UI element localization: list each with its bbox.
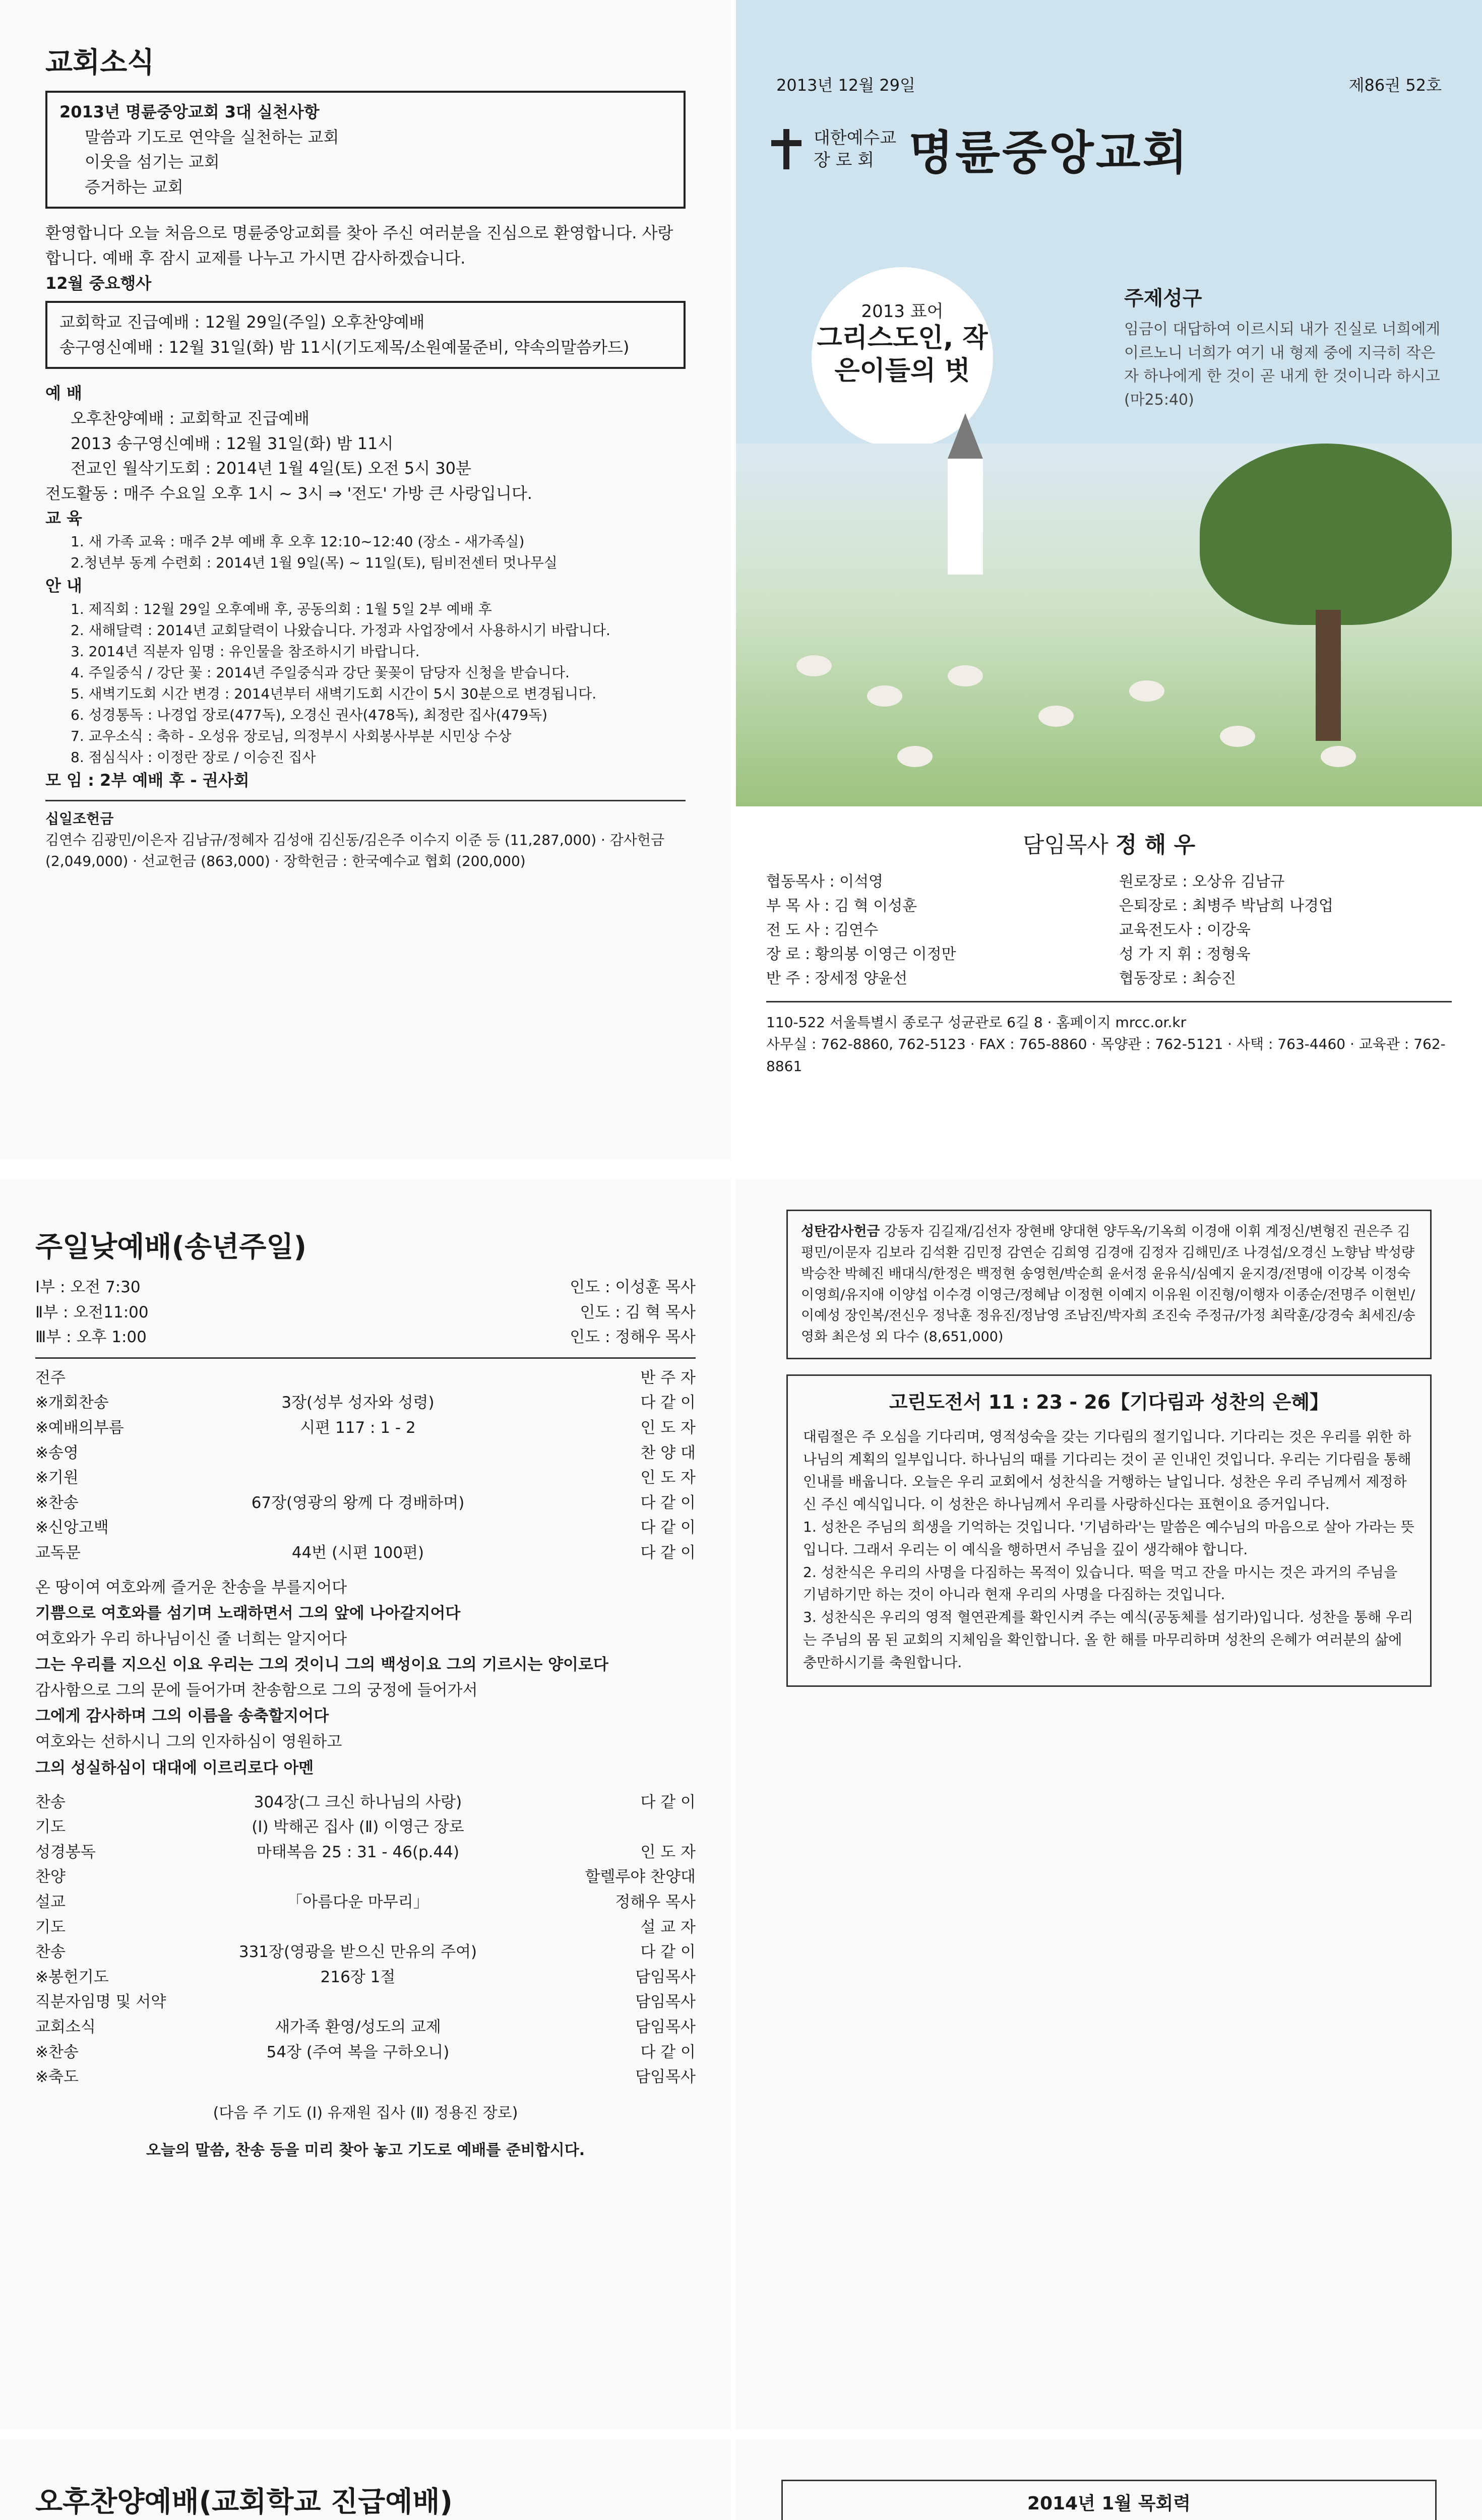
order-row [35,1990,696,2015]
theme-text: 임금이 대답하여 이르시되 내가 진실로 너희에게 이르노니 너희가 여기 내 형제 중에 지극히 작은 자 하나에게 한 것이 곧 내게 한 것이니라 하시고 (마25:40) [1124,321,1441,409]
order-leader: 설 교 자 [640,1918,696,1936]
phone-line: 사무실 : 762-8860, 762-5123 · FAX : 765-8860 · 목양관 : 762-5121 · 사택 : 763-4460 · 교육관 : 762-8861 [766,1036,1446,1075]
notice-item: 8. 점심식사 : 이정란 장로 / 이승진 집사 [71,748,316,766]
order-detail: 44번 (시편 100편) [291,1543,424,1562]
order-leader: 정해우 목사 [615,1893,696,1912]
order-row [35,1491,696,1516]
reading-line: 그의 성실하심이 대대에 이르리로다 아멘 [35,1758,314,1777]
theme-head: 주제성구 [1124,287,1202,310]
cover-panel [736,0,1482,1159]
staff-item: 교육전도사 : 이강욱 [1119,921,1251,939]
order-row [35,1865,696,1890]
order-row [35,1840,696,1865]
closing-note: 오늘의 말씀, 찬송 등을 미리 찾아 놓고 기도로 예배를 준비합시다. [146,2141,585,2159]
fellowship-text: 모 임 : 2부 예배 후 - 권사회 [45,770,250,790]
reading-line: 감사함으로 그의 문에 들어가며 찬송함으로 그의 궁정에 들어가서 [35,1681,478,1700]
goal-item: 이웃을 섬기는 교회 [85,152,220,172]
notice-item: 6. 성경통독 : 나경업 장로(477독), 오경신 권사(478독), 최정란 집사(479독) [71,706,548,723]
sermon-title: 고린도전서 11 : 23 - 26【기다림과 성찬의 은혜】 [889,1391,1329,1414]
order-detail: (Ⅰ) 박해곤 집사 (Ⅱ) 이영근 장로 [252,1818,464,1837]
order-detail: 「아름다운 마무리」 [287,1893,429,1912]
order-row [35,1441,696,1466]
gifts-text: 김연수 김광민/이은자 김남규/정혜자 김성애 김신동/김은주 이수지 이준 등 (11,287,000) · 감사헌금 (2,049,000) · 선교헌금 (863,000) · 장학헌금 : 한국예수교 협회 (200,000) [45,832,665,870]
staff-item: 은퇴장로 : 최병주 박남희 나경업 [1119,897,1333,915]
order-of-worship-continued [35,1790,696,2090]
order-row [35,1915,696,1940]
order-item: ※기원 [35,1469,79,1487]
tree-illustration [1200,444,1452,625]
order-detail [176,1366,539,1391]
order-row [35,1940,696,1965]
order-row [35,1391,696,1416]
staff-item: 협동장로 : 최승진 [1119,970,1237,987]
order-detail [176,1516,539,1541]
worship-item: 오후찬양예배 : 교회학교 진급예배 [71,408,310,428]
edu-head: 교 육 [45,509,82,528]
senior-pastor [766,827,1452,859]
divider [35,1357,696,1359]
service-time: Ⅰ부 : 오전 7:30 [35,1278,141,1296]
order-item: ※송영 [35,1443,79,1462]
issue-number: 제86권 52호 [1348,76,1442,95]
order-row [35,1790,696,1815]
order-leader: 다 같 이 [640,1543,696,1562]
service-time: Ⅱ부 : 오전11:00 [35,1303,149,1321]
denom-line: 대한예수교 [814,128,897,148]
order-detail: 216장 1절 [320,1968,396,1986]
motto-year: 2013 표어 [861,301,944,322]
order-item: ※신앙고백 [35,1519,109,1537]
afternoon-title: 오후찬양예배(교회학교 진급예배) [35,2486,453,2518]
sheep-illustration [1038,706,1074,727]
dec-events-box [45,301,686,369]
offering-text: 강동자 김길재/김선자 장현배 양대현 양두옥/기옥희 이경애 이휘 계정신/변형진 권은주 김평민/이문자 김보라 김석환 김민정 감연순 김희영 김경애 김정자 김해민/조 나경섭/오경신 노향남 박성량 박승찬 박혜진 배대식/한정은 백정현 송영현/박순희 윤서정 윤유식/심예지 윤지경/전명애 이강복 이정숙 이영희/유지애 이양섭 이수경 이영근/정혜남 이정현 이예지 이유원 이진형/이행자 이종순/전명주 이현빈/이예성 장인복/전신우 정낙훈 정유진/정남영 조남진/박자희 조진숙 주정규/가정 최락훈/강경숙 최세진/송영화 최은성 외 다수 (8,651,000) [801,1224,1415,1345]
sheep-illustration [897,746,933,767]
order-row [35,1516,696,1541]
denomination [814,127,896,171]
order-item: 성경봉독 [35,1843,96,1861]
next-prayer: (다음 주 기도 (Ⅰ) 유재원 집사 (Ⅱ) 정용진 장로) [213,2104,518,2122]
order-detail [176,1466,539,1491]
worship-item: 2013 송구영신예배 : 12월 31일(화) 밤 11시 [71,433,394,453]
order-leader: 찬 양 대 [640,1443,696,1462]
reading-line: 온 땅이여 여호와께 즐거운 찬송을 부를지어다 [35,1578,347,1597]
evangelism-text: 전도활동 : 매주 수요일 오후 1시 ~ 3시 ⇒ '전도' 가방 큰 사랑입니다. [45,483,532,503]
offering-sermon-panel [736,1179,1482,2429]
order-row [35,1416,696,1441]
bulletin-date: 2013년 12월 29일 [776,76,915,95]
order-leader: 다 같 이 [640,2043,696,2061]
sunday-worship-panel [0,1179,731,2429]
notice-item: 2. 새해달력 : 2014년 교회달력이 나왔습니다. 가정과 사업장에서 사용하시기 바랍니다. [71,621,610,639]
month-calendar-box [781,2480,1437,2520]
month-title: 2014년 1월 목회력 [1027,2493,1191,2514]
order-leader: 담임목사 [635,2068,696,2087]
order-item: 기도 [35,1818,66,1837]
address-line: 110-522 서울특별시 종로구 성균관로 6길 8 · 홈페이지 mrcc.or.kr [766,1014,1187,1031]
order-leader: 다 같 이 [640,1943,696,1962]
order-row [35,1890,696,1915]
staff-item: 원로장로 : 오상유 김남규 [1119,873,1285,891]
order-detail [176,1915,539,1940]
staff-item: 부 목 사 : 김 혁 이성훈 [766,897,917,915]
order-item: 교독문 [35,1543,81,1562]
cover-header [736,0,1482,106]
service-leader: 인도 : 이성훈 목사 [570,1278,696,1296]
schedule-panel [736,2439,1482,2520]
reading-line: 여호와가 우리 하나님이신 줄 너희는 알지어다 [35,1629,347,1648]
goals-title: 2013년 명륜중앙교회 3대 실천사항 [59,102,320,121]
service-leader: 인도 : 정해우 목사 [570,1328,696,1347]
order-leader: 할렐루야 찬양대 [585,1868,696,1886]
dec-events-title: 12월 중요행사 [45,273,152,293]
dec-event-item: 송구영신예배 : 12월 31일(화) 밤 11시(기도제목/소원예물준비, 약속의말씀카드) [59,337,630,357]
welcome-text: 환영합니다 오늘 처음으로 명륜중앙교회를 찾아 주신 여러분을 진심으로 환영합니다. 사랑합니다. 예배 후 잠시 교제를 나누고 가시면 감사하겠습니다. [45,223,673,268]
order-row [35,1366,696,1391]
service-leader: 인도 : 김 혁 목사 [580,1303,696,1321]
staff-item: 전 도 사 : 김연수 [766,921,879,939]
worship-item: 전교인 월삭기도회 : 2014년 1월 4일(토) 오전 5시 30분 [71,459,471,478]
goals-box [45,91,686,209]
weekday-panel [0,2439,731,2520]
order-detail [176,1441,539,1466]
sunday-title: 주일낮예배(송년주일) [35,1231,307,1264]
cross-icon [771,129,801,169]
order-detail [176,1865,539,1890]
order-leader: 다 같 이 [640,1493,696,1512]
reading-line: 여호와는 선하시니 그의 인자하심이 영원하고 [35,1733,342,1751]
order-leader: 담임목사 [635,1993,696,2011]
motto-text: 그리스도인, 작은이들의 벗 [817,323,988,386]
order-item: ※찬송 [35,2043,79,2061]
order-leader: 담임목사 [635,2018,696,2036]
gifts-head: 십일조헌금 [45,810,114,828]
order-row [35,1541,696,1566]
church-name: 명륜중앙교회 [908,126,1190,180]
order-item: ※예배의부름 [35,1418,124,1437]
order-item: 전주 [35,1368,66,1387]
staff-section [736,806,1482,1159]
order-item: 직분자임명 및 서약 [35,1993,166,2011]
order-detail [176,2065,539,2090]
church-news-panel [0,0,731,1159]
order-item: ※축도 [35,2068,79,2087]
notice-item: 5. 새벽기도회 시간 변경 : 2014년부터 새벽기도회 시간이 5시 30분으로 변경됩니다. [71,685,597,702]
order-row [35,2015,696,2040]
order-leader: 인 도 자 [640,1469,696,1487]
order-leader: 인 도 자 [640,1418,696,1437]
sermon-body: 대림절은 주 오심을 기다리며, 영적성숙을 갖는 기다림의 절기입니다. 기다리는 것은 우리를 위한 하나님의 계획의 일부입니다. 하나님의 때를 기다리는 것이 곧 인내인 것입니다. 우리는 기다림을 통해 인내를 배웁니다. 오늘은 우리 교회에서 성찬식을 거행하는 날입니다. 성찬은 우리 주님께서 제정하신 주신 예식입니다. 이 성찬은 하나님께서 우리를 사랑하신다는 표현이요 증거입니다. 1. 성찬은 주님의 희생을 기억하는 것입니다. '기념하라'는 말씀은 예수님의 마음으로 살아 가라는 뜻입니다. 그래서 우리는 이 예식을 행하면서 주님을 깊이 생각해야 합니다. 2. 성찬식은 우리의 사명을 다짐하는 목적이 있습니다. 떡을 먹고 잔을 마시는 것은 과거의 주님을 기념하기만 하는 것이 아니라 현재 우리의 사명을 다짐하는 것입니다. 3. 성찬식은 우리의 영적 혈연관계를 확인시켜 주는 예식(공동체를 섬기라)입니다. 성찬을 통해 우리는 주님의 몸 된 교회의 지체임을 확인합니다. 올 한 해를 마무리하며 성찬의 은혜가 여러분의 삶에 충만하시기를 축원합니다. [803,1428,1414,1671]
staff-item: 장 로 : 황의봉 이영근 이정만 [766,946,956,963]
order-item: 찬양 [35,1868,66,1886]
order-item: 찬송 [35,1793,66,1811]
order-detail: 54장 (주여 복을 구하오니) [266,2043,450,2061]
pasture-illustration [736,444,1482,806]
order-leader: 인 도 자 [640,1843,696,1861]
pastor-label: 담임목사 [1022,832,1108,858]
dec-event-item: 교회학교 진급예배 : 12월 29일(주일) 오후찬양예배 [59,312,425,332]
order-detail: 시편 117 : 1 - 2 [300,1418,416,1437]
service-time: Ⅲ부 : 오후 1:00 [35,1328,147,1347]
church-logo [771,116,1189,182]
edu-item: 1. 새 가족 교육 : 매주 2부 예배 후 오후 12:10~12:40 (장소 - 새가족실) [71,533,525,550]
order-row [35,1965,696,1990]
order-detail: 3장(성부 성자와 성령) [281,1394,435,1412]
notice-head: 안 내 [45,576,82,595]
order-leader: 담임목사 [635,1968,696,1986]
staff-item: 반 주 : 장세정 양윤선 [766,970,908,987]
order-leader [544,1815,696,1840]
order-row [35,1815,696,1840]
order-item: 교회소식 [35,2018,96,2036]
staff-item: 성 가 지 휘 : 정형욱 [1119,946,1251,963]
notice-item: 7. 교우소식 : 축하 - 오성유 장로님, 의정부시 사회봉사부분 시민상 수상 [71,727,512,744]
sheep-illustration [1321,746,1356,767]
order-row [35,2065,696,2090]
order-of-worship [35,1366,696,1566]
divider [45,800,686,801]
pastor-name: 정 해 우 [1115,832,1196,858]
sermon-box [786,1374,1432,1687]
tree-trunk [1316,610,1341,741]
order-item: ※찬송 [35,1493,79,1512]
sheep-illustration [948,665,983,686]
responsive-reading [35,1575,696,1781]
order-row [35,2040,696,2065]
staff-item: 협동목사 : 이석영 [766,873,884,891]
reading-line: 그는 우리를 지으신 이요 우리는 그의 것이니 그의 백성이요 그의 기르시는 양이로다 [35,1655,608,1674]
order-leader: 다 같 이 [640,1519,696,1537]
reading-line: 기쁨으로 여호와를 섬기며 노래하면서 그의 앞에 나아갈지어다 [35,1604,461,1622]
order-item: 찬송 [35,1943,66,1962]
order-detail: 새가족 환영/성도의 교제 [275,2018,441,2036]
church-address [766,1001,1452,1077]
notice-item: 4. 주일중식 / 강단 꽃 : 2014년 주일중식과 강단 꽃꽂이 담당자 신청을 받습니다. [71,664,570,681]
sheep-illustration [1220,726,1255,747]
order-detail: 304장(그 크신 하나님의 사랑) [254,1793,462,1811]
order-leader: 반 주 자 [640,1368,696,1387]
order-item: 기도 [35,1918,66,1936]
church-building-illustration [948,459,983,575]
offering-head: 성탄감사헌금 [801,1224,880,1239]
theme-verse [1124,282,1447,412]
sheep-illustration [867,685,902,707]
order-item: ※봉헌기도 [35,1968,109,1986]
notice-item: 1. 제직회 : 12월 29일 오후예배 후, 공동의회 : 1월 5일 2부 예배 후 [71,600,492,617]
edu-item: 2.청년부 동계 수련회 : 2014년 1월 9일(목) ~ 11일(토), 팀비전센터 멋나무실 [71,554,558,571]
goal-item: 말씀과 기도로 연약을 실천하는 교회 [85,127,339,147]
order-item: 설교 [35,1893,66,1912]
order-leader: 다 같 이 [640,1793,696,1811]
order-detail: 마태복음 25 : 31 - 46(p.44) [256,1843,460,1861]
staff-list [766,869,1452,988]
sheep-illustration [1129,680,1164,702]
notice-item: 3. 2014년 직분자 임명 : 유인물을 참조하시기 바랍니다. [71,643,420,660]
service-times [35,1275,696,1350]
order-row [35,1466,696,1491]
worship-head: 예 배 [45,384,82,403]
order-detail: 67장(영광의 왕께 다 경배하며) [251,1493,465,1512]
sheep-illustration [796,655,832,676]
order-detail [176,1990,539,2015]
order-leader: 다 같 이 [640,1394,696,1412]
order-detail: 331장(영광을 받으신 만유의 주여) [238,1943,477,1962]
denom-line: 장 로 회 [814,150,875,170]
order-item: ※개회찬송 [35,1394,109,1412]
christmas-offering-box [786,1210,1432,1359]
goal-item: 증거하는 교회 [85,177,183,197]
reading-line: 그에게 감사하며 그의 이름을 송축할지어다 [35,1707,329,1726]
news-title: 교회소식 [45,46,155,79]
